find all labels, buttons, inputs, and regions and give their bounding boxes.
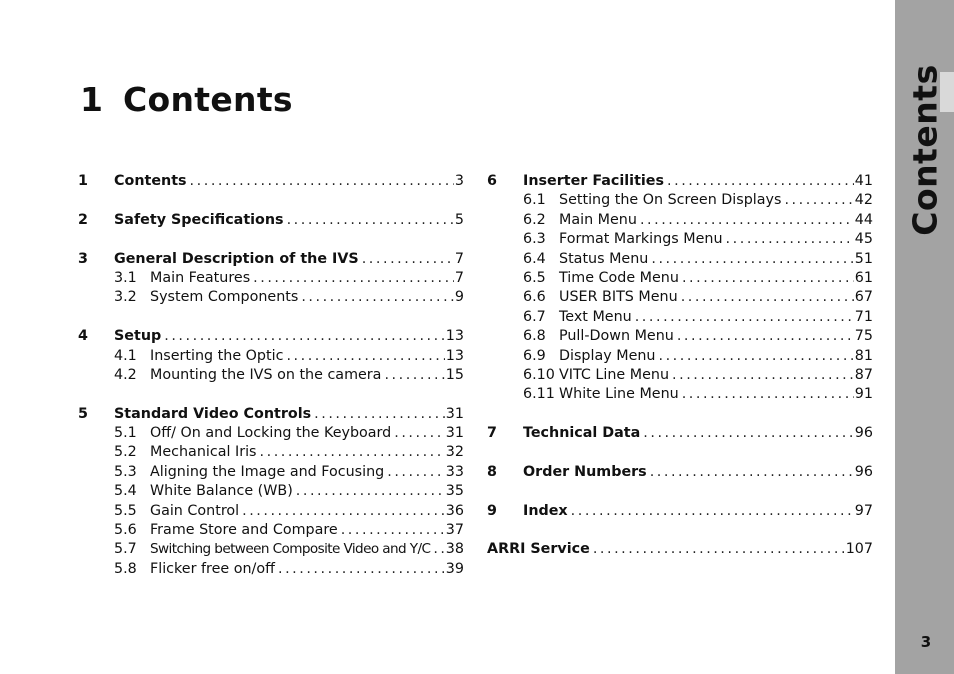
toc-entry-title: Safety Specifications [114,211,284,228]
toc-leader-dots [296,482,445,501]
toc-leader-dots [682,385,854,404]
toc-entry[interactable] [487,366,873,385]
toc-entry-title: Standard Video Controls [114,405,312,422]
toc-entry[interactable] [487,191,873,210]
toc-entry-number: 4 [78,328,88,345]
toc-entry-page: 97 [854,502,873,519]
toc-entry-title: Setting the On Screen Displays [559,192,782,209]
toc-entry-page: 41 [854,173,873,189]
toc-entry[interactable] [78,366,464,385]
toc-entry-number: 5.3 [114,463,137,480]
toc-leader-dots [681,288,854,307]
toc-leader-dots [677,327,854,346]
page-title-text: Contents [123,80,293,119]
toc-right-column [487,172,873,560]
toc-entry[interactable] [487,540,873,559]
toc-entry[interactable] [78,327,464,346]
toc-entry-title: Display Menu [559,347,656,364]
toc-entry[interactable] [78,405,464,424]
toc-entry[interactable] [78,172,464,191]
toc-entry[interactable] [487,230,873,249]
toc-entry[interactable] [78,288,464,307]
toc-entry[interactable] [78,482,464,501]
toc-entry[interactable] [78,424,464,443]
toc-entry-title: White Balance (WB) [150,483,293,500]
toc-entry-page: 61 [854,269,873,286]
toc-entry-page: 96 [854,425,873,442]
toc-entry[interactable] [487,172,873,191]
toc-entry-page: 91 [854,386,873,403]
toc-entry-title: Pull-Down Menu [559,328,674,345]
toc-entry-number: 6.10 [523,366,555,383]
toc-leader-dots [341,521,445,540]
toc-entry-page: 39 [445,560,464,577]
toc-entry-title: Main Menu [559,211,637,228]
toc-leader-dots [387,463,445,482]
toc-leader-dots [667,172,854,191]
toc-entry[interactable] [487,211,873,230]
toc-entry-page: 35 [445,483,464,500]
toc-entry-number: 5.2 [114,444,137,461]
toc-entry-page: 3 [454,173,464,189]
toc-entry-title: Inserting the Optic [150,347,284,364]
toc-leader-dots [651,250,853,269]
toc-leader-dots [650,463,854,482]
toc-leader-dots [301,288,454,307]
toc-entry[interactable] [487,347,873,366]
toc-leader-dots [635,308,854,327]
toc-entry-number: 6.1 [523,192,546,209]
toc-entry-page: 96 [854,463,873,480]
toc-entry-page: 31 [445,425,464,442]
toc-leader-dots [593,540,845,559]
toc-entry-title: Flicker free on/off [150,560,275,577]
toc-entry[interactable] [78,250,464,269]
toc-entry-page: 45 [854,231,873,248]
toc-entry-number: 6.4 [523,250,546,267]
toc-entry-number: 5.1 [114,425,137,442]
toc-entry-page: 42 [854,192,873,209]
toc-leader-dots [164,327,445,346]
toc-entry-title: Status Menu [559,250,649,267]
toc-entry-title: Contents [114,173,187,189]
toc-entry-title: Aligning the Image and Focusing [150,463,385,480]
toc-leader-dots [278,560,445,579]
toc-entry-number: 7 [487,425,497,442]
toc-leader-dots [643,424,854,443]
toc-leader-dots [242,502,445,521]
toc-entry-title: Technical Data [523,425,641,442]
toc-entry-title: Mechanical Iris [150,444,257,461]
toc-entry[interactable] [78,502,464,521]
toc-entry-title: System Components [150,289,299,306]
toc-entry[interactable] [78,560,464,579]
toc-entry-page: 38 [445,541,464,558]
toc-entry-page: 7 [454,269,464,286]
toc-entry-title: White Line Menu [559,386,679,403]
toc-entry-page: 37 [445,522,464,539]
toc-entry-title: VITC Line Menu [559,366,670,383]
page-number: 3 [920,633,932,651]
toc-entry-page: 36 [445,502,464,519]
toc-leader-dots [253,269,454,288]
toc-entry-number: 4.2 [114,366,137,383]
toc-entry-title: Text Menu [559,308,632,325]
toc-entry-title: Off/ On and Locking the Keyboard [150,425,392,442]
toc-entry[interactable] [78,211,464,230]
toc-leader-dots [384,366,444,385]
toc-entry-number: 2 [78,211,88,228]
toc-leader-dots [672,366,854,385]
toc-entry-number: 4.1 [114,347,137,364]
toc-entry-page: 87 [854,366,873,383]
toc-leader-dots [362,250,454,269]
toc-leader-dots [726,230,854,249]
toc-entry-page: 13 [445,328,464,345]
toc-entry-number: 6.7 [523,308,546,325]
toc-entry-number: 6.5 [523,269,546,286]
page-title [80,80,293,119]
toc-entry-title: General Description of the IVS [114,250,359,267]
toc-entry[interactable] [78,540,464,559]
toc-entry[interactable] [487,502,873,521]
toc-entry-title: Format Markings Menu [559,231,723,248]
toc-entry-number: 5.5 [114,502,137,519]
toc-entry-title: Setup [114,328,162,345]
toc-entry-number: 8 [487,463,497,480]
toc-entry-page: 44 [854,211,873,228]
toc-entry-number: 9 [487,502,497,519]
toc-entry-title: USER BITS Menu [559,289,678,306]
toc-entry-page: 33 [445,463,464,480]
toc-entry-title: Frame Store and Compare [150,522,338,539]
toc-entry-title: Index [523,502,568,519]
toc-leader-dots [784,191,853,210]
toc-entry-number: 3.1 [114,269,137,286]
toc-entry[interactable] [78,347,464,366]
toc-entry[interactable] [487,463,873,482]
toc-leader-dots [433,540,444,559]
toc-entry-page: 9 [454,289,464,306]
toc-leader-dots [571,502,854,521]
toc-entry-number: 3.2 [114,289,137,306]
toc-entry-number: 6.6 [523,289,546,306]
toc-entry-title: ARRI Service [487,541,590,558]
toc-leader-dots [394,424,445,443]
side-section-title: Contents [905,64,945,236]
toc-leader-dots [190,172,454,191]
toc-leader-dots [286,347,444,366]
toc-leader-dots [640,211,854,230]
page-title-number: 1 [80,80,104,119]
toc-entry-title: Mounting the IVS on the camera [150,366,382,383]
toc-entry[interactable] [78,269,464,288]
toc-entry-number: 5.7 [114,541,137,558]
toc-entry-number: 3 [78,250,88,267]
toc-entry-number: 6.2 [523,211,546,228]
toc-entry-number: 6.8 [523,328,546,345]
toc-entry-title: Inserter Facilities [523,173,665,189]
toc-entry-page: 107 [845,541,873,558]
toc-entry[interactable] [487,269,873,288]
toc-entry-page: 7 [454,250,464,267]
toc-entry[interactable] [487,424,873,443]
toc-entry[interactable] [78,443,464,462]
toc-entry-page: 5 [454,211,464,228]
toc-entry-number: 5 [78,405,88,422]
toc-entry-page: 51 [854,250,873,267]
toc-entry[interactable] [487,250,873,269]
toc-entry-title: Switching between Composite Video and Y/C [150,541,431,558]
toc-entry-number: 6.9 [523,347,546,364]
toc-leader-dots [682,269,854,288]
toc-entry-number: 5.6 [114,522,137,539]
toc-entry-number: 6 [487,173,497,189]
toc-leader-dots [260,443,445,462]
toc-entry-page: 81 [854,347,873,364]
toc-entry-page: 32 [445,444,464,461]
toc-entry-page: 31 [445,405,464,422]
toc-entry-page: 13 [445,347,464,364]
toc-entry-page: 15 [445,366,464,383]
toc-entry-number: 1 [78,173,88,189]
toc-entry-number: 5.4 [114,483,137,500]
toc-entry-title: Time Code Menu [559,269,679,286]
toc-entry-page: 71 [854,308,873,325]
toc-entry[interactable] [487,308,873,327]
toc-entry[interactable] [487,327,873,346]
toc-left-column [78,172,464,579]
toc-entry-page: 67 [854,289,873,306]
toc-leader-dots [659,347,854,366]
toc-entry-title: Gain Control [150,502,240,519]
toc-entry-title: Main Features [150,269,251,286]
toc-entry[interactable] [487,385,873,404]
toc-entry-page: 75 [854,328,873,345]
toc-leader-dots [314,405,445,424]
toc-leader-dots [287,211,454,230]
toc-entry[interactable] [487,288,873,307]
toc-entry-number: 6.11 [523,386,555,403]
toc-entry-title: Order Numbers [523,463,647,480]
toc-entry[interactable] [78,521,464,540]
toc-entry[interactable] [78,463,464,482]
toc-entry-number: 5.8 [114,560,137,577]
toc-entry-number: 6.3 [523,231,546,248]
